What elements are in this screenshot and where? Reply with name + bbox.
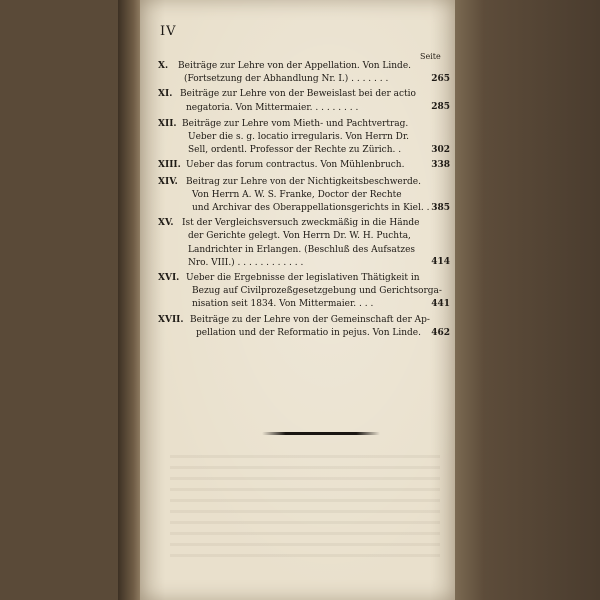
entry-page: 302 [431,144,450,155]
entry-line: Landrichter in Erlangen. (Beschluß des Aufsatzes [188,244,416,255]
toc-entry [158,118,450,158]
entry-line: und Archivar des Oberappellationsgerichts in Kiel. . [192,203,430,214]
toc-entry [158,159,450,172]
entry-number: XV. [158,218,174,229]
entry-line: (Fortsetzung der Abhandlung Nr. I.) . . . . . . . [184,74,389,85]
entry-number: XI. [158,89,173,100]
table-of-contents [158,60,450,342]
entry-line: Ist der Vergleichsversuch zweckmäßig in die Hände [182,218,420,229]
entry-page: 265 [431,74,450,84]
entry-page: 441 [431,299,450,310]
entry-page: 462 [431,327,450,338]
entry-number: XIII. [158,160,181,171]
show-through-text [170,455,440,565]
entry-line: nisation seit 1834. Von Mittermaier. . . . [192,299,374,310]
entry-line: Ueber die s. g. locatio irregularis. Von Herrn Dr. [188,132,409,143]
entry-line: negatoria. Von Mittermaier. . . . . . . . . [186,102,359,113]
entry-line: Beiträge zur Lehre von der Appellation. Von Linde. [178,61,412,71]
seite-label: Seite [420,52,441,61]
entry-line: Ueber das forum contractus. Von Mühlenbruch. [186,160,405,171]
entry-page: 385 [431,202,450,213]
entry-number: XIV. [158,176,178,187]
toc-entry [158,60,450,86]
toc-entry [158,314,450,340]
book-spine-edge [118,0,140,600]
entry-line: Beiträge zur Lehre vom Mieth- und Pachtvertrag. [182,118,409,129]
entry-line: pellation und der Reformatio in pejus. Von Linde. [196,327,421,338]
book-page-stack [455,0,600,600]
entry-line: Bezug auf Civilprozeßgesetzgebung und Gerichtsorga- [192,286,442,297]
entry-number: XVI. [158,273,180,284]
entry-line: Beiträge zur Lehre von der Beweislast bei der actio [180,89,416,100]
entry-page: 285 [431,102,450,113]
toc-entry [158,217,450,270]
entry-page: 414 [431,257,450,268]
entry-number: XVII. [158,314,184,325]
entry-line: Beitrag zur Lehre von der Nichtigkeitsbeschwerde. [186,176,421,187]
page-number-roman: IV [160,24,177,39]
entry-line: Von Herrn A. W. S. Franke, Doctor der Rechte [192,189,402,200]
entry-page: 338 [431,160,450,171]
entry-line: Sell, ordentl. Professor der Rechte zu Zürich. . [188,145,402,156]
entry-line: der Gerichte gelegt. Von Herrn Dr. W. H. Puchta, [188,231,411,242]
entry-number: XII. [158,118,177,129]
entry-line: Nro. VIII.) . . . . . . . . . . . . [188,257,304,268]
entry-line: Beiträge zu der Lehre von der Gemeinschaft der Ap- [190,314,430,325]
entry-number: X. [158,61,169,71]
toc-entry [158,176,450,216]
toc-entry [158,88,450,114]
decorative-rule [262,432,380,435]
toc-entry [158,272,450,312]
entry-line: Ueber die Ergebnisse der legislativen Thätigkeit in [186,273,420,284]
